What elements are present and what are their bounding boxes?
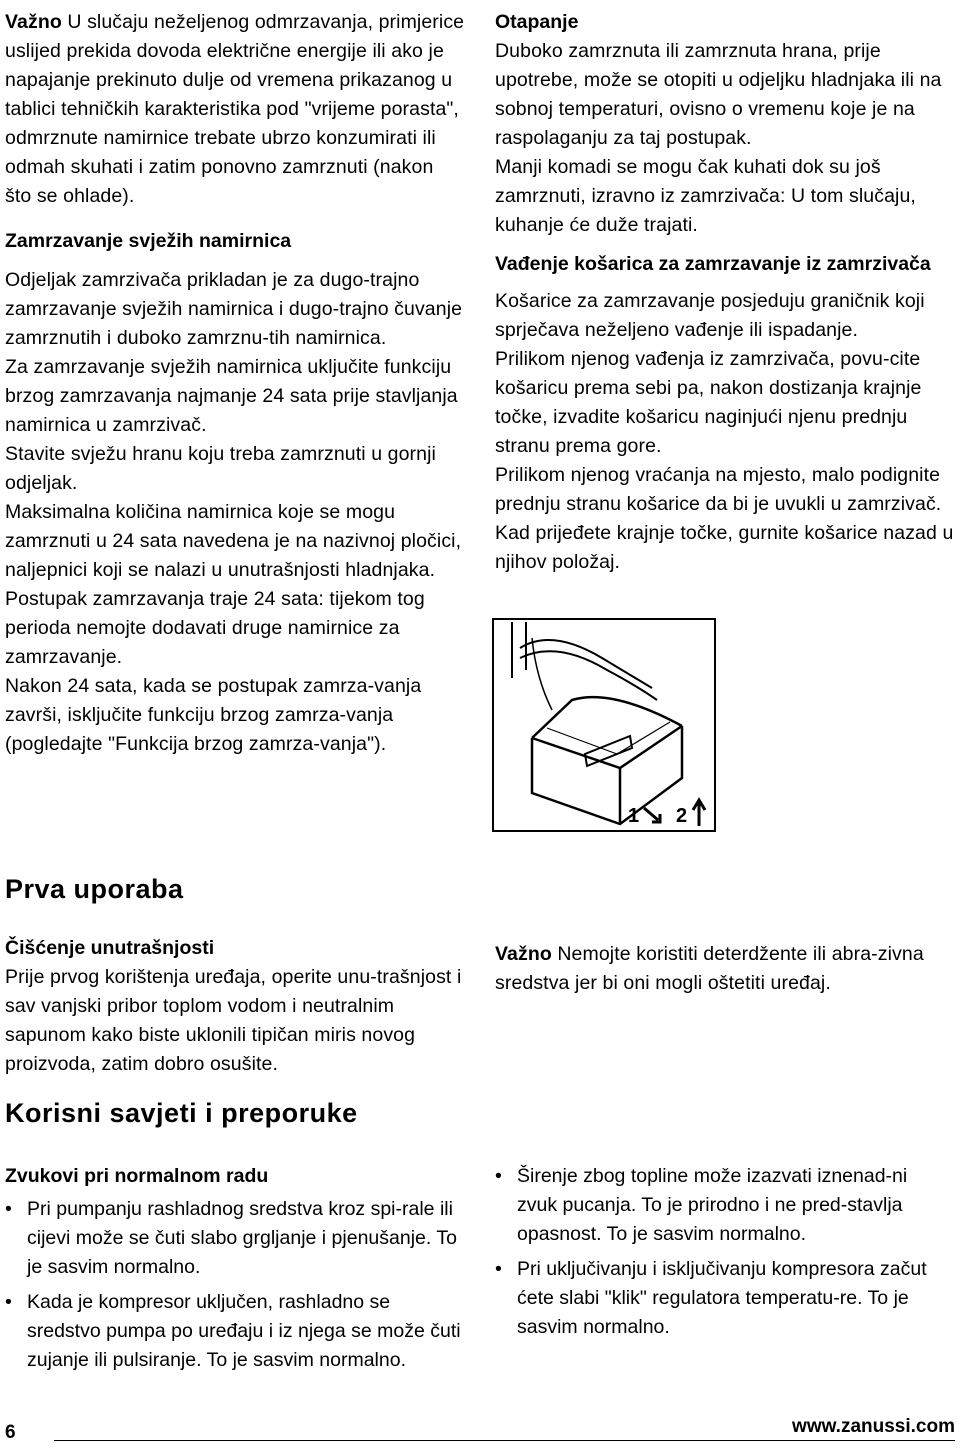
baskets-body — [495, 287, 955, 577]
illus-label-2: 2 — [676, 805, 688, 827]
list-item: • Kada je kompresor uključen, rashladno se sredstvo pumpa po uređaju i iz njega se može čuti zujanje ili pulsiranje. To je sasvim normalno. — [5, 1288, 465, 1375]
page-number: 6 — [5, 1422, 16, 1443]
tips-title: Korisni savjeti i preporuke — [5, 1098, 358, 1128]
important-text: U slučaju neželjenog odmrzavanja, primjerice uslijed prekida dovoda električne energije ili ako je napajanje prekinuto dulje od vremena prikazanog u tablici tehničkih karakteristika pod "vrijeme porasta", odmrznute namirnice trebate ubrzo konzumirati ili odmah skuhati i zatim ponovno zamrznuti (nakon što se ohlade). — [5, 11, 465, 207]
important-label-right: Važno — [495, 943, 552, 965]
cleaning-text: Prije prvog korištenja uređaja, operite unu-trašnjost i sav vanjski pribor toplom vodom i neutralnim sapunom kako biste uklonili tipičan miris novog proizvoda, zatim dobro osušite. — [5, 966, 462, 1075]
right-column — [495, 8, 955, 577]
fresh-freeze-para: Odjeljak zamrzivača prikladan je za dugo-trajno zamrzavanje svježih namirnica i dugo-trajno čuvanje zamrznutih i duboko zamrznu-tih namirnica. — [5, 269, 463, 349]
cleaning-section — [5, 934, 465, 1079]
thaw-heading: Otapanje — [495, 11, 579, 33]
fresh-freeze-body — [5, 266, 465, 759]
freezer-basket-illustration — [492, 618, 716, 832]
website-link[interactable]: www.zanussi.com — [784, 1416, 955, 1438]
important-text-right: Nemojte koristiti deterdžente ili abra-zivna sredstva jer bi oni mogli oštetiti uređaj. — [495, 943, 924, 994]
left-column — [5, 8, 465, 759]
tips-right — [495, 1162, 935, 1342]
fresh-freeze-para: Postupak zamrzavanja traje 24 sata: tijekom tog perioda nemojte dodavati druge namirnice za zamrzavanje. — [5, 588, 425, 668]
first-use-title: Prva uporaba — [5, 874, 184, 904]
baskets-heading: Vađenje košarica za zamrzavanje iz zamrzivača — [495, 253, 931, 275]
thaw-para: Duboko zamrznuta ili zamrznuta hrana, prije upotrebe, može se otopiti u odjeljku hladnjaka ili na sobnoj temperaturi, ovisno o vremenu koje je na raspolaganju za taj postupak. — [495, 40, 942, 149]
important-note — [5, 8, 465, 211]
list-item: • Pri pumpanju rashladnog sredstva kroz spi-rale ili cijevi može se čuti slabo grgljanje i pjenušanje. To je sasvim normalno. — [5, 1195, 465, 1282]
sounds-list-left — [5, 1195, 465, 1375]
sounds-list-right — [495, 1162, 935, 1342]
important-note-right — [495, 940, 945, 998]
fresh-freeze-heading: Zamrzavanje svježih namirnica — [5, 230, 292, 252]
thaw-para: Manji komadi se mogu čak kuhati dok su još zamrznuti, izravno iz zamrzivača: U tom slučaju, kuhanje će duže trajati. — [495, 156, 916, 236]
footer-divider — [54, 1440, 955, 1441]
sounds-heading: Zvukovi pri normalnom radu — [5, 1165, 269, 1187]
fresh-freeze-para: Nakon 24 sata, kada se postupak zamrza-vanja završi, isključite funkciju brzog zamrza-vanja (pogledajte "Funkcija brzog zamrza-vanja"). — [5, 675, 422, 755]
important-label: Važno — [5, 11, 62, 33]
list-item: • Širenje zbog topline može izazvati iznenad-ni zvuk pucanja. To je prirodno i ne pred-stavlja opasnost. To je sasvim normalno. — [495, 1162, 935, 1249]
tips-left — [5, 1162, 465, 1375]
baskets-para: Prilikom njenog vađenja iz zamrzivača, povu-cite košaricu prema sebi pa, nakon dostizanja krajnje točke, izvadite košaricu naginjući njenu prednju stranu prema gore. — [495, 348, 922, 457]
cleaning-heading: Čišćenje unutrašnjosti — [5, 937, 215, 959]
illus-label-1: 1 — [628, 805, 640, 827]
list-item: • Pri uključivanju i isključivanju kompresora začut ćete slabi "klik" regulatora temperatu-re. To je sasvim normalno. — [495, 1255, 935, 1342]
fresh-freeze-para: Maksimalna količina namirnica koje se mogu zamrznuti u 24 sata navedena je na nazivnoj pločici, naljepnici koji se nalazi u unutrašnjosti hladnjaka. — [5, 501, 462, 581]
baskets-para: Prilikom njenog vraćanja na mjesto, malo podignite prednju stranu košarice da bi je uvukli u zamrzivač. Kad prijeđete krajnje točke, gurnite košarice nazad u njihov položaj. — [495, 464, 954, 573]
baskets-para: Košarice za zamrzavanje posjeduju graničnik koji sprječava neželjeno vađenje ili ispadanje. — [495, 290, 925, 341]
fresh-freeze-para: Stavite svježu hranu koju treba zamrznuti u gornji odjeljak. — [5, 443, 436, 494]
fresh-freeze-para: Za zamrzavanje svježih namirnica uključite funkciju brzog zamrzavanja najmanje 24 sata prije stavljanja namirnica u zamrzivač. — [5, 356, 458, 436]
